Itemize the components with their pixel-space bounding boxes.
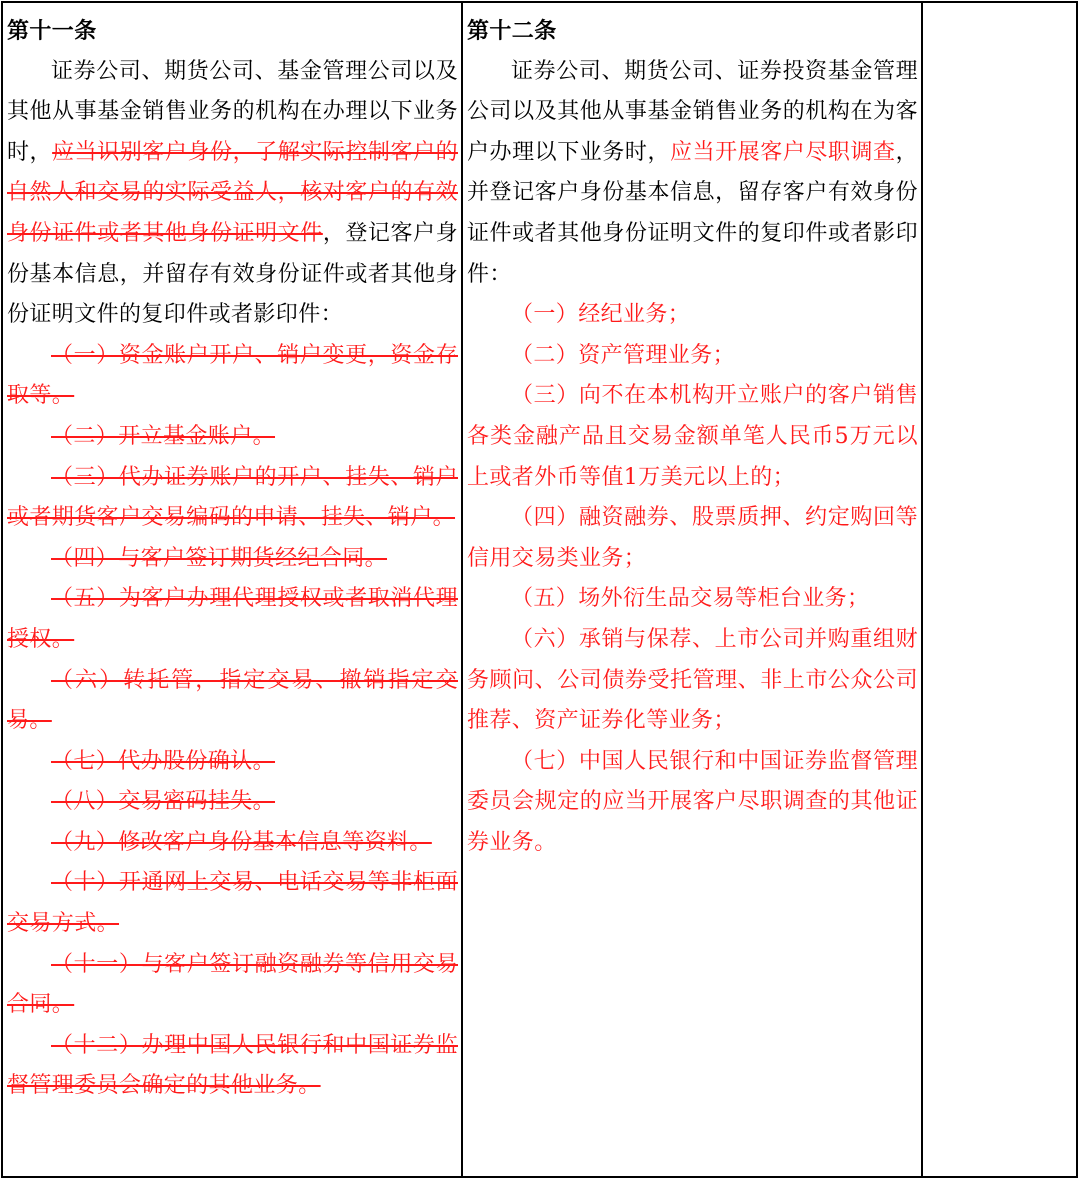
old-item: （三）代办证券账户的开户、挂失、销户或者期货客户交易编码的申请、挂失、销户。 (7, 464, 458, 531)
new-article-intro (467, 52, 918, 296)
new-intro-text-tail: ，并登记客户身份基本信息，留存客户有效身份证件或者其他身份证明文件的复印件或者影印件： (467, 139, 918, 287)
old-item: （十）开通网上交易、电话交易等非柜面交易方式。 (7, 870, 458, 937)
old-item: （九）修改客户身份基本信息等资料。 (51, 829, 432, 855)
old-item: （一）资金账户开户、销户变更，资金存取等。 (7, 342, 458, 409)
notes-column (921, 3, 1076, 1176)
old-article-title: 第十一条 (7, 18, 97, 44)
old-article-intro (7, 52, 458, 336)
new-article-column (461, 3, 921, 1176)
old-intro-deleted-text: 应当识别客户身份，了解实际控制客户的自然人和交易的实际受益人，核对客户的有效身份证件或者其他身份证明文件 (7, 139, 458, 246)
old-item: （四）与客户签订期货经纪合同。 (51, 545, 388, 571)
old-item: （十一）与客户签订融资融券等信用交易合同。 (7, 951, 458, 1018)
new-item: （六）承销与保荐、上市公司并购重组财务顾问、公司债券受托管理、非上市公众公司推荐、资产证券化等业务； (467, 626, 918, 734)
new-article-title: 第十二条 (467, 18, 557, 44)
old-item: （八）交易密码挂失。 (51, 789, 276, 815)
old-item: （十二）办理中国人民银行和中国证券监督管理委员会确定的其他业务。 (7, 1032, 458, 1099)
new-item: （三）向不在本机构开立账户的客户销售各类金融产品且交易金额单笔人民币5万元以上或者外币等值1万美元以上的； (467, 383, 918, 490)
old-intro-text-tail: ，登记客户身份基本信息，并留存有效身份证件或者其他身份证明文件的复印件或者影印件： (7, 220, 458, 328)
new-intro-added-text: 应当开展客户尽职调查 (670, 139, 896, 165)
old-item: （五）为客户办理代理授权或者取消代理授权。 (7, 586, 458, 652)
old-item: （七）代办股份确认。 (51, 748, 276, 774)
new-item: （二）资产管理业务； (511, 342, 736, 368)
old-article-column (3, 3, 461, 1176)
old-intro-text: 证券公司、期货公司、基金管理公司以及其他从事基金销售业务的机构在办理以下业务时， (7, 58, 458, 165)
new-item: （四）融资融券、股票质押、约定购回等信用交易类业务； (467, 505, 918, 571)
new-intro-text: 证券公司、期货公司、证券投资基金管理公司以及其他从事基金销售业务的机构在为客户办理以下业务时， (467, 58, 918, 165)
new-item: （七）中国人民银行和中国证券监督管理委员会规定的应当开展客户尽职调查的其他证券业务。 (467, 748, 918, 855)
old-item: （二）开立基金账户。 (51, 423, 276, 449)
old-item: （六）转托管，指定交易、撤销指定交易。 (7, 667, 458, 734)
new-item: （一）经纪业务； (511, 302, 691, 328)
comparison-table (1, 1, 1078, 1178)
new-item: （五）场外衍生品交易等柜台业务； (511, 586, 870, 612)
